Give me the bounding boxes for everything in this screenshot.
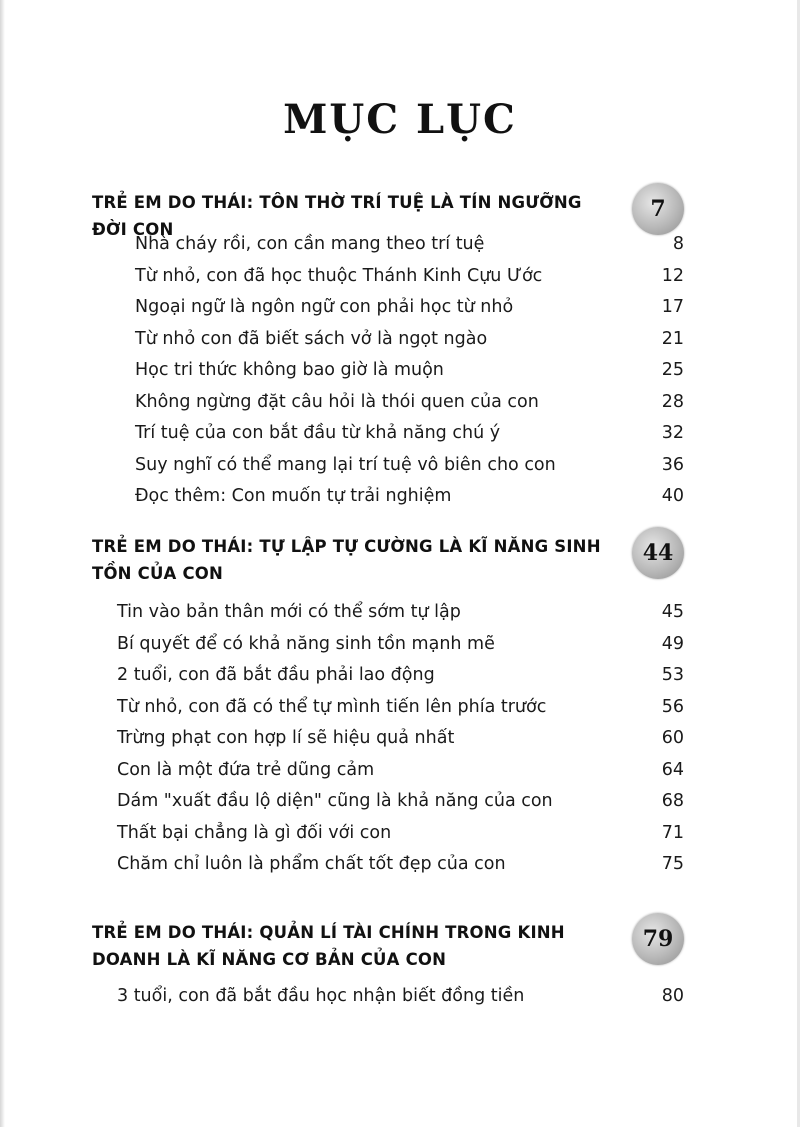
entry-label: Không ngừng đặt câu hỏi là thói quen của con <box>135 391 539 412</box>
entry-page-number: 64 <box>661 759 684 780</box>
toc-entry[interactable] <box>117 597 684 629</box>
entry-label: Trừng phạt con hợp lí sẽ hiệu quả nhất <box>117 728 455 748</box>
toc-entry[interactable] <box>117 818 684 850</box>
toc-entry-list <box>92 597 684 881</box>
toc-entry[interactable] <box>117 629 684 661</box>
entry-label: Thất bại chẳng là gì đối với con <box>117 822 392 843</box>
entry-label: Từ nhỏ con đã biết sách vở là ngọt ngào <box>135 328 488 349</box>
section-heading <box>92 183 684 239</box>
toc-entry[interactable] <box>135 387 684 419</box>
entry-label: Tin vào bản thân mới có thể sớm tự lập <box>117 602 461 622</box>
entry-label: Học tri thức không bao giờ là muộn <box>135 360 444 380</box>
entry-page-number: 36 <box>661 454 684 475</box>
toc-entry[interactable] <box>135 324 684 356</box>
toc-entry[interactable] <box>117 692 684 724</box>
entry-page-number: 60 <box>661 728 684 748</box>
entry-label: Từ nhỏ, con đã học thuộc Thánh Kinh Cựu Ước <box>135 265 543 286</box>
entry-page-number: 53 <box>661 665 684 685</box>
entry-page-number: 12 <box>661 265 684 286</box>
section-title[interactable]: TRẺ EM DO THÁI: TÔN THỜ TRÍ TUỆ LÀ TÍN NGƯỠNG ĐỜI CON <box>92 193 582 239</box>
section-title[interactable]: TRẺ EM DO THÁI: TỰ LẬP TỰ CƯỜNG LÀ KĨ NĂNG SINH TỒN CỦA CON <box>92 537 601 583</box>
section-heading <box>92 527 684 599</box>
toc-entry[interactable] <box>135 261 684 293</box>
section-title[interactable]: TRẺ EM DO THÁI: QUẢN LÍ TÀI CHÍNH TRONG KINH DOANH LÀ KĨ NĂNG CƠ BẢN CỦA CON <box>92 923 565 969</box>
entry-label: Chăm chỉ luôn là phẩm chất tốt đẹp của con <box>117 854 506 874</box>
entry-page-number: 71 <box>661 822 684 843</box>
toc-section <box>92 913 684 1013</box>
section-page-badge: 79 <box>632 913 684 965</box>
toc-entry[interactable] <box>117 981 684 1013</box>
toc-entry-list <box>92 229 684 513</box>
section-page-badge: 7 <box>632 183 684 235</box>
toc-entry[interactable] <box>117 849 684 881</box>
entry-label: Con là một đứa trẻ dũng cảm <box>117 759 375 780</box>
toc-section <box>92 527 684 881</box>
entry-page-number: 17 <box>661 297 684 317</box>
toc-entry[interactable] <box>135 355 684 387</box>
page-title: MỤC LỤC <box>283 96 517 143</box>
toc-entry[interactable] <box>117 660 684 692</box>
entry-label: Đọc thêm: Con muốn tự trải nghiệm <box>135 486 452 506</box>
entry-page-number: 68 <box>661 791 684 811</box>
page-edge-shadow <box>0 0 5 1127</box>
entry-label: Dám "xuất đầu lộ diện" cũng là khả năng của con <box>117 791 553 811</box>
entry-page-number: 75 <box>661 854 684 874</box>
section-page-badge: 44 <box>632 527 684 579</box>
entry-page-number: 32 <box>661 423 684 443</box>
entry-label: Suy nghĩ có thể mang lại trí tuệ vô biên cho con <box>135 454 556 475</box>
toc-entry[interactable] <box>135 292 684 324</box>
entry-page-number: 28 <box>661 391 684 412</box>
entry-page-number: 80 <box>661 986 684 1006</box>
entry-label: Trí tuệ của con bắt đầu từ khả năng chú ý <box>135 423 501 443</box>
toc-section <box>92 183 684 513</box>
toc-entry[interactable] <box>135 450 684 482</box>
toc-entry-list <box>92 981 684 1013</box>
entry-label: 2 tuổi, con đã bắt đầu phải lao động <box>117 665 435 685</box>
section-heading <box>92 913 684 985</box>
entry-page-number: 49 <box>661 633 684 654</box>
entry-page-number: 25 <box>661 360 684 380</box>
toc-entry[interactable] <box>135 418 684 450</box>
entry-page-number: 21 <box>661 328 684 349</box>
toc-entry[interactable] <box>117 755 684 787</box>
toc-entry[interactable] <box>135 481 684 513</box>
entry-page-number: 56 <box>661 696 684 717</box>
entry-page-number: 45 <box>661 602 684 622</box>
toc-entry[interactable] <box>117 723 684 755</box>
toc-entry[interactable] <box>117 786 684 818</box>
entry-label: Nhà cháy rồi, con cần mang theo trí tuệ <box>135 234 485 254</box>
entry-page-number: 8 <box>672 234 684 254</box>
entry-label: Bí quyết để có khả năng sinh tồn mạnh mẽ <box>117 633 495 654</box>
entry-page-number: 40 <box>661 486 684 506</box>
entry-label: Ngoại ngữ là ngôn ngữ con phải học từ nhỏ <box>135 297 514 317</box>
entry-label: Từ nhỏ, con đã có thể tự mình tiến lên phía trước <box>117 696 547 717</box>
entry-label: 3 tuổi, con đã bắt đầu học nhận biết đồng tiền <box>117 986 525 1006</box>
